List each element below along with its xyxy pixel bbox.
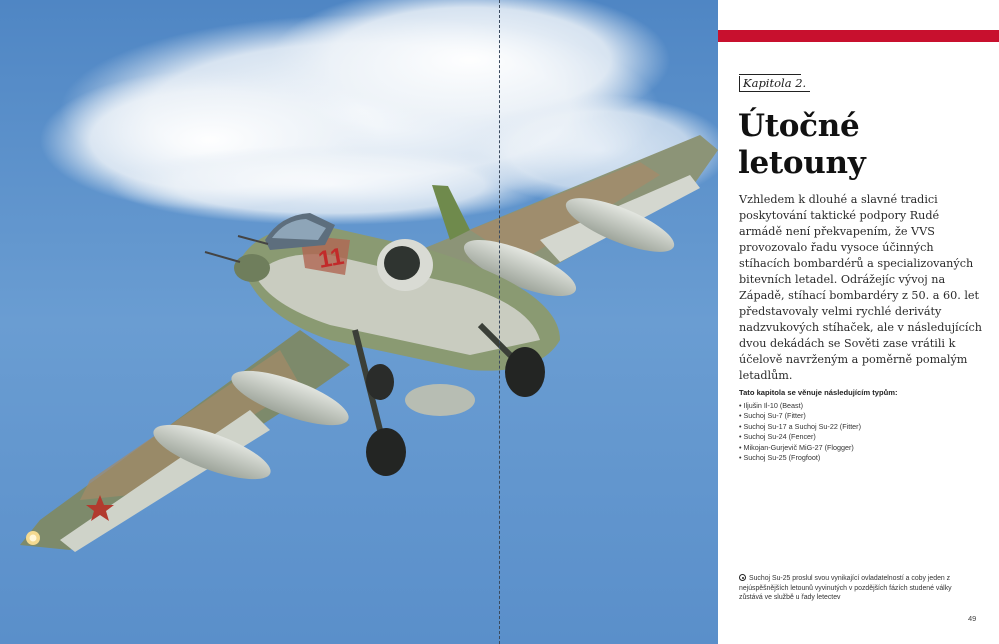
- list-item: • Suchoj Su-24 (Fencer): [739, 432, 989, 442]
- list-item: • Suchoj Su-25 (Frogfoot): [739, 453, 989, 463]
- list-item: • Iljušin Il-10 (Beast): [739, 401, 989, 411]
- text-page: [718, 0, 999, 644]
- chapter-title-line1: Útočné: [738, 108, 860, 144]
- types-heading: Tato kapitola se věnuje následujícím typům:: [739, 388, 898, 397]
- list-item: • Mikojan-Gurjevič MiG-27 (Flogger): [739, 443, 989, 453]
- list-item: • Suchoj Su-7 (Fitter): [739, 411, 989, 421]
- caption-bullet-icon: [739, 574, 746, 581]
- list-item: • Suchoj Su-17 a Suchoj Su-22 (Fitter): [739, 422, 989, 432]
- chapter-label: Kapitola 2.: [739, 76, 810, 92]
- fold-line: [499, 0, 500, 644]
- chapter-title: [738, 108, 988, 182]
- accent-bar: [718, 30, 999, 42]
- page-number: 49: [968, 614, 977, 623]
- intro-paragraph: Vzhledem k dlouhé a slavné tradici poskytování taktické podpory Rudé armádě není překvapením, že VVS provozovalo řadu vysoce účinných stíhacích bombardérů a specializovaných bitevních letadel. Odrážejíc vývoj na Západě, stíhací bombardéry z 50. a 60. let představovaly velmi rychlé deriváty nadzvukových stíhaček, ale v následujících dvou dekádách se Sověti zase vrátili k účelově navrženým a poměrně pomalým letadlům.: [739, 193, 982, 382]
- caption-text: Suchoj Su-25 proslul svou vynikající ovladatelností a coby jeden z nejúspěšnějších letounů vyvinutých v pozdějších fázích studené války zůstává ve službě u řady letectev: [739, 575, 952, 601]
- chapter-rule: [739, 74, 801, 75]
- svg-text:11: 11: [316, 242, 347, 274]
- types-list: [739, 401, 989, 463]
- chapter-title-line2: letouny: [738, 145, 866, 181]
- photo-caption: [739, 574, 964, 603]
